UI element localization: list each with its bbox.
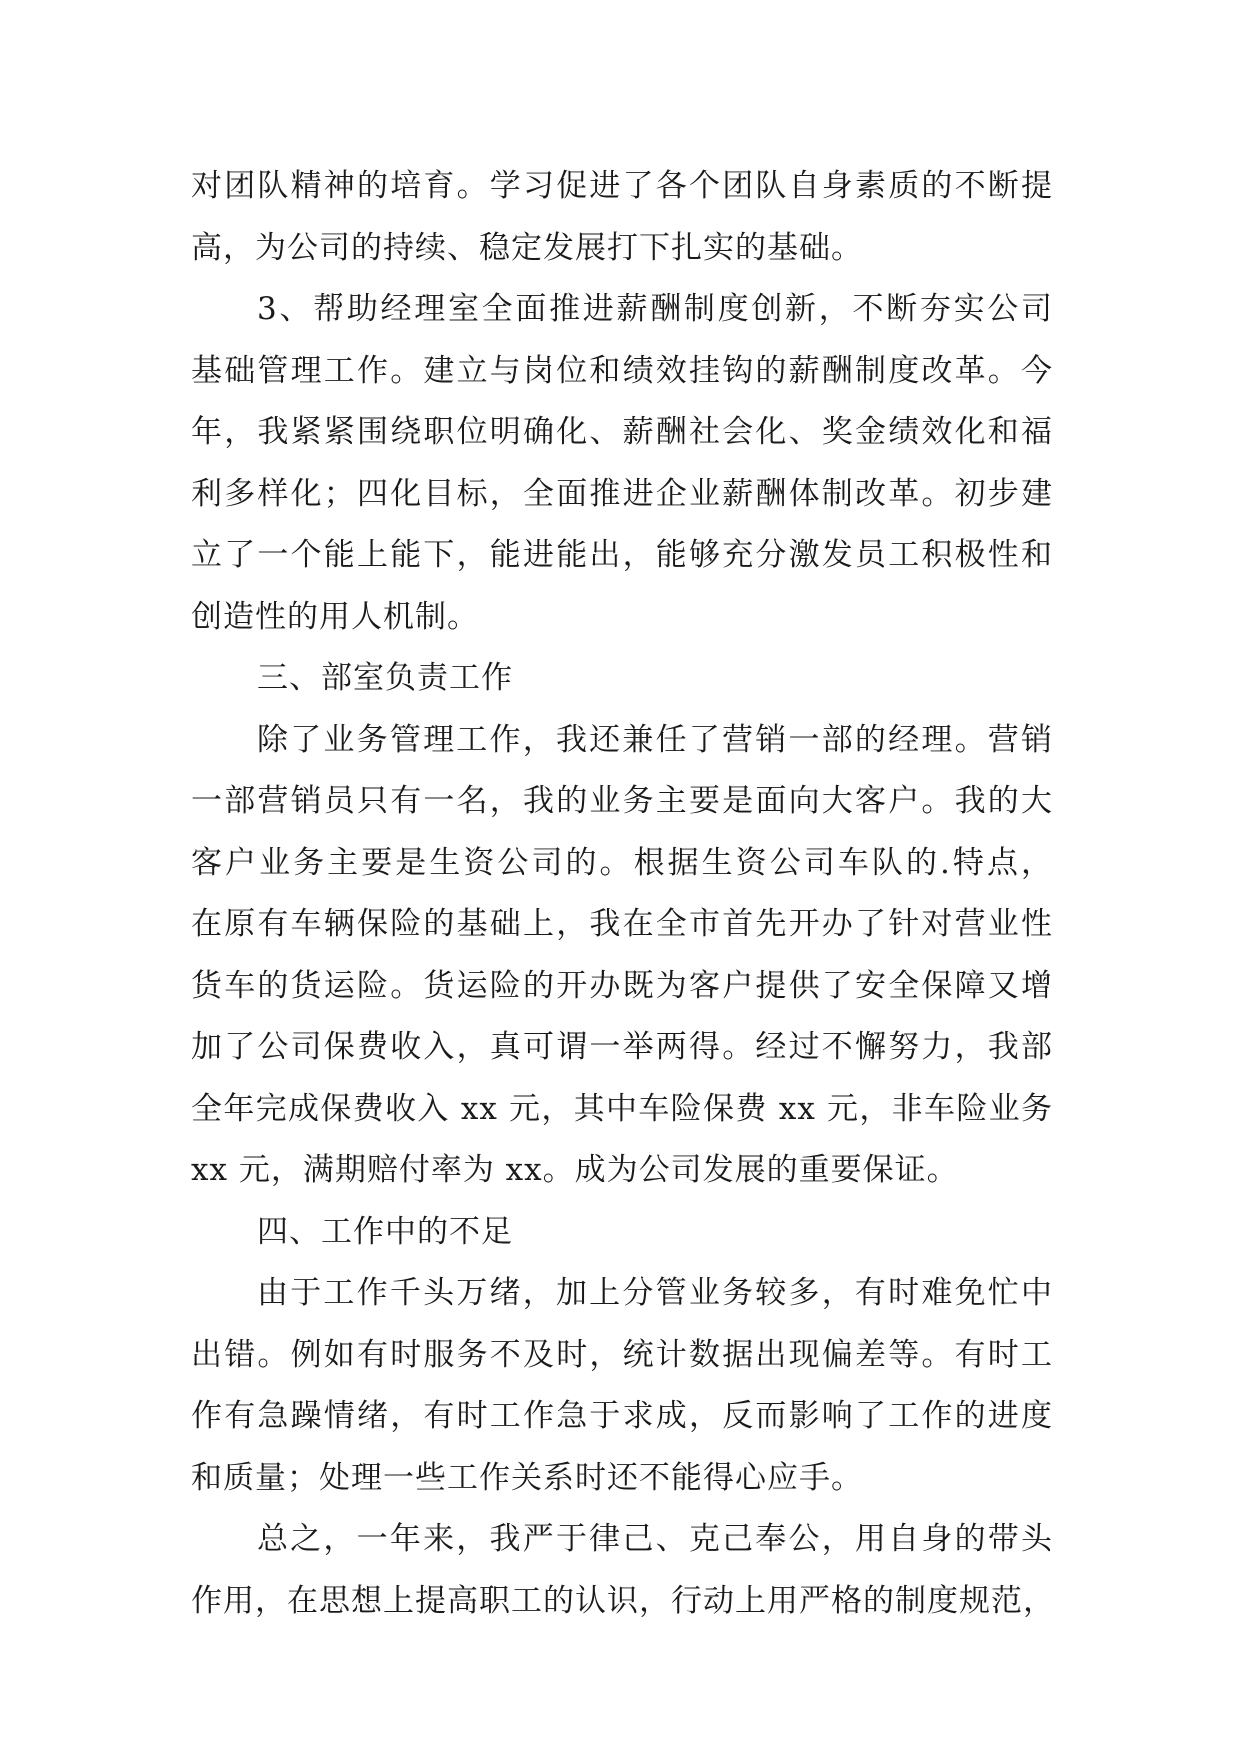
text-line: 利多样化；四化目标，全面推进企业薪酬体制改革。初步建 [191, 475, 1053, 512]
text-line: 出错。例如有时服务不及时，统计数据出现偏差等。有时工 [191, 1336, 1053, 1373]
text-line: 作有急躁情绪，有时工作急于求成，反而影响了工作的进度 [191, 1398, 1053, 1434]
text-line: 全年完成保费收入 xx 元，其中车险保费 xx 元，非车险业务 [191, 1090, 1053, 1127]
text-line: 货车的货运险。货运险的开办既为客户提供了安全保障又增 [191, 967, 1053, 1004]
text-line: 客户业务主要是生资公司的。根据生资公司车队的.特点， [191, 844, 1053, 881]
text-line: 年，我紧紧围绕职位明确化、薪酬社会化、奖金绩效化和福 [191, 414, 1053, 450]
text-line: 高，为公司的持续、稳定发展打下扎实的基础。 [191, 229, 863, 266]
text-line: 由于工作千头万绪，加上分管业务较多，有时难免忙中 [257, 1275, 1053, 1311]
text-line: 创造性的用人机制。 [191, 598, 479, 635]
section-heading: 三、部室负责工作 [257, 660, 513, 696]
text-line: 和质量；处理一些工作关系时还不能得心应手。 [191, 1459, 863, 1496]
document-body [191, 156, 1053, 1632]
text-line: 一部营销员只有一名，我的业务主要是面向大客户。我的大 [191, 783, 1053, 819]
text-line: 作用，在思想上提高职工的认识，行动上用严格的制度规范， [191, 1582, 1055, 1619]
text-line: 加了公司保费收入，真可谓一举两得。经过不懈努力，我部 [191, 1029, 1053, 1065]
section-heading: 四、工作中的不足 [257, 1213, 513, 1250]
text-line: 在原有车辆保险的基础上，我在全市首先开办了针对营业性 [191, 906, 1053, 942]
text-line: 除了业务管理工作，我还兼任了营销一部的经理。营销 [257, 721, 1053, 758]
text-line: xx 元，满期赔付率为 xx。成为公司发展的重要保证。 [191, 1152, 959, 1188]
text-line: 总之，一年来，我严于律己、克己奉公，用自身的带头 [257, 1521, 1053, 1557]
text-line: 基础管理工作。建立与岗位和绩效挂钩的薪酬制度改革。今 [191, 352, 1053, 389]
text-line: 对团队精神的培育。学习促进了各个团队自身素质的不断提 [191, 168, 1053, 204]
text-line: 立了一个能上能下，能进能出，能够充分激发员工积极性和 [191, 537, 1053, 573]
text-line: 3、帮助经理室全面推进薪酬制度创新，不断夯实公司 [257, 291, 1053, 327]
